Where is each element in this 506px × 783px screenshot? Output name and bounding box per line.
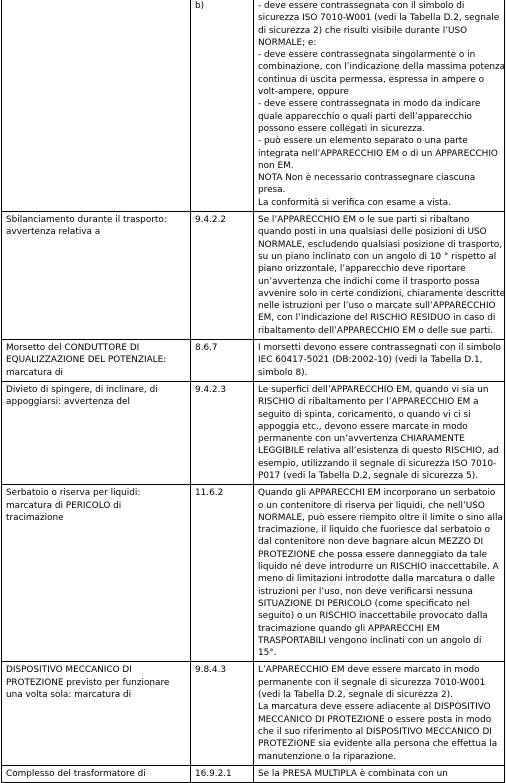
- requirement-text-line: MECCANICO DI PROTEZIONE o essere posta in modo: [258, 714, 492, 725]
- requirement-text-line: un’avvertenza che indichi come il trasporto possa: [258, 276, 480, 287]
- requirement-text-line: L’APPARECCHIO EM deve essere marcato in modo: [258, 665, 480, 676]
- requirement-text-line: LEGGIBILE relativa all’esistenza di questo RISCHIO, ad: [258, 446, 499, 457]
- clause-reference: 16.9.2.1: [195, 768, 232, 779]
- row-reference-cell: [191, 381, 254, 484]
- table-row: [2, 381, 505, 484]
- requirement-text-line: - può essere un elemento separato o una parte: [258, 136, 468, 147]
- requirement-text-line: tracimazione quando gli APPARECCHI EM: [258, 623, 440, 634]
- requirement-text-line: - deve essere contrassegnata singolarmente o in: [258, 50, 476, 61]
- requirement-text-line: I morsetti devono essere contrassegnati con il simbolo: [258, 343, 501, 354]
- requirement-text-line: PROTEZIONE che possa essere danneggiato da tale: [258, 549, 487, 560]
- row-label-cell: [2, 485, 191, 662]
- requirement-text-line: NORMALE, può essere riempito oltre il limite o sino alla: [258, 512, 503, 523]
- requirement-text-line: esempio, utilizzando il segnale di sicurezza ISO 7010-: [258, 458, 497, 469]
- table-row: [2, 765, 505, 782]
- row-label-line: avvertenza relativa a: [6, 227, 101, 238]
- requirement-text-line: quale apparecchio o quali parti dell’apparecchio: [258, 111, 472, 122]
- row-label-cell: [2, 340, 191, 382]
- requirement-text-line: avvenire solo in certe condizioni, chiaramente descritte: [258, 288, 506, 299]
- requirements-table: [1, 0, 505, 783]
- requirement-text-line: che il suo riferimento al DISPOSITIVO MECCANICO DI: [258, 726, 492, 737]
- requirement-text-line: Le superfici dell’APPARECCHIO EM, quando vi sia un: [258, 384, 489, 395]
- table-row: [2, 340, 505, 382]
- row-label-cell: [2, 0, 191, 212]
- table-row: [2, 212, 505, 340]
- requirement-text-line: di sicurezza 2) che risulti visibile durante l’USO: [258, 25, 468, 36]
- row-reference-cell: [191, 340, 254, 382]
- requirement-text-line: meno di limitazioni introdotte dalla marcatura o dalle: [258, 574, 495, 585]
- row-requirement-cell: [254, 340, 505, 382]
- requirement-text-line: La conformità si verifica con esame a vista.: [258, 197, 452, 208]
- requirement-text-line: integrata nell’APPARECCHIO EM o di un APPARECCHIO: [258, 148, 498, 159]
- row-label-line: Divieto di spingere, di inclinare, di: [6, 384, 158, 395]
- row-requirement-cell: [254, 662, 505, 765]
- row-reference-cell: [191, 212, 254, 340]
- requirement-text-line: P017 (vedi la Tabella D.2, segnale di sicurezza 5).: [258, 470, 479, 481]
- requirement-text-line: manutenzione o la riparazione.: [258, 751, 397, 762]
- requirement-text-line: NORMALE; e:: [258, 37, 317, 48]
- row-label-line: Complesso del trasformatore di: [6, 768, 146, 779]
- requirement-text-line: permanente con un’avvertenza CHIARAMENTE: [258, 434, 465, 445]
- requirement-text-line: IEC 60417-5021 (DB:2002-10) (vedi la Tabella D.1,: [258, 355, 483, 366]
- requirement-text-line: simbolo 8).: [258, 367, 308, 378]
- row-label-line: PROTEZIONE previsto per funzionare: [6, 677, 170, 688]
- requirement-text-line: permanente con il segnale di sicurezza 7010-W001: [258, 677, 486, 688]
- clause-reference: b): [195, 1, 205, 11]
- requirement-text-line: su un piano inclinato con un angolo di 10 ° rispetto al: [258, 251, 497, 262]
- requirement-text-line: Se l’APPARECCHIO EM o le sue parti si ribaltano: [258, 215, 470, 226]
- requirement-text-line: tracimazione, il liquido che fuoriesce dal serbatoio o: [258, 525, 491, 536]
- requirement-text-line: liquido né deve introdurre un RISCHIO inaccettabile. A: [258, 562, 499, 573]
- clause-reference: 9.8.4.3: [195, 665, 227, 676]
- requirement-text-line: (vedi la Tabella D.2, segnale di sicurezza 2).: [258, 690, 453, 701]
- row-reference-cell: [191, 0, 254, 212]
- row-label-line: Sbilanciamento durante il trasporto:: [6, 215, 167, 226]
- row-label-line: una volta sola: marcatura di: [6, 690, 132, 701]
- row-label-cell: [2, 662, 191, 765]
- row-reference-cell: [191, 765, 254, 782]
- requirement-text-line: nelle istruzioni per l’uso o marcate sull’APPARECCHIO: [258, 301, 496, 312]
- clause-reference: 8.6.7: [195, 343, 218, 354]
- requirement-text-line: possono essere collegati in sicurezza.: [258, 123, 426, 134]
- row-label-line: Serbatoio o riserva per liquidi:: [6, 488, 141, 499]
- requirement-text-line: combinazione, con l’indicazione della massima potenza: [258, 62, 506, 73]
- requirement-text-line: istruzioni per l’uso, non deve verificarsi nessuna: [258, 586, 473, 597]
- requirement-text-line: Se la PRESA MULTIPLA è combinata con un: [258, 768, 448, 779]
- requirement-text-line: RISCHIO di ribaltamento per l’APPARECCHIO EM a: [258, 397, 479, 408]
- row-label-line: marcatura di PERICOLO di: [6, 500, 122, 511]
- requirement-text-line: NORMALE, escludendo qualsiasi posizione di trasporto,: [258, 239, 503, 250]
- requirement-text-line: ribaltamento dell’APPARECCHIO EM o delle sue parti.: [258, 325, 494, 336]
- requirement-text-line: appoggia etc., devono essere marcate in modo: [258, 421, 468, 432]
- row-label-line: appoggiarsi: avvertenza del: [6, 397, 130, 408]
- requirement-text-line: seguito) o un RISCHIO inaccettabile provocato dalla: [258, 611, 488, 622]
- requirement-text-line: NOTA Non è necessario contrassegnare ciascuna: [258, 173, 476, 184]
- requirement-text-line: volt-ampere, oppure: [258, 87, 349, 98]
- requirement-text-line: TRASPORTABILI vengono inclinati con un angolo di: [258, 635, 482, 646]
- row-requirement-cell: [254, 212, 505, 340]
- requirement-text-line: PROTEZIONE sia evidente alla persona che effettua la: [258, 739, 498, 750]
- row-reference-cell: [191, 485, 254, 662]
- requirement-text-line: EM, con l’indicazione del RISCHIO RESIDUO in caso di: [258, 313, 496, 324]
- requirement-text-line: dal contenitore non deve bagnare alcun MEZZO DI: [258, 537, 484, 548]
- requirement-text-line: Quando gli APPARECCHI EM incorporano un serbatoio: [258, 488, 496, 499]
- requirement-text-line: piano orizzontale, l’apparecchio deve riportare: [258, 264, 466, 275]
- row-requirement-cell: [254, 381, 505, 484]
- row-label-line: DISPOSITIVO MECCANICO DI: [6, 665, 132, 676]
- row-label-line: marcatura di: [6, 367, 63, 378]
- requirement-text-line: seguito di spinta, coricamento, o quando vi ci si: [258, 409, 471, 420]
- row-label-line: EQUALIZZAZIONE DEL POTENZIALE:: [6, 355, 167, 366]
- row-label-cell: [2, 765, 191, 782]
- requirement-text-line: 15°.: [258, 648, 277, 659]
- clause-reference: 9.4.2.2: [195, 215, 227, 226]
- table-body: [2, 0, 505, 783]
- table-row: [2, 485, 505, 662]
- clause-reference: 9.4.2.3: [195, 384, 227, 395]
- row-requirement-cell: [254, 485, 505, 662]
- table-row: [2, 662, 505, 765]
- row-reference-cell: [191, 662, 254, 765]
- row-label-line: tracimazione: [6, 512, 64, 523]
- table-row: [2, 0, 505, 212]
- requirement-text-line: SITUAZIONE DI PERICOLO (come specificato nel: [258, 598, 470, 609]
- requirement-text-line: continua di uscita permessa, espressa in ampere o: [258, 74, 485, 85]
- requirement-text-line: - deve essere contrassegnata con il simbolo di: [258, 1, 465, 11]
- requirement-text-line: o un contenitore di riserva per liquidi, che nell’USO: [258, 500, 485, 511]
- requirement-text-line: sicurezza ISO 7010-W001 (vedi la Tabella D.2, segnale: [258, 13, 500, 24]
- requirement-text-line: - deve essere contrassegnata in modo da indicare: [258, 99, 481, 110]
- requirement-text-line: non EM.: [258, 160, 294, 171]
- requirement-text-line: La marcatura deve essere adiacente al DISPOSITIVO: [258, 702, 491, 713]
- requirement-text-line: presa.: [258, 185, 286, 196]
- requirement-text-line: quando posti in una qualsiasi delle posizioni di USO: [258, 227, 487, 238]
- row-requirement-cell: [254, 0, 505, 212]
- row-label-cell: [2, 381, 191, 484]
- row-label-line: Morsetto del CONDUTTORE DI: [6, 343, 140, 354]
- row-label-cell: [2, 212, 191, 340]
- clause-reference: 11.6.2: [195, 488, 224, 499]
- row-requirement-cell: [254, 765, 505, 782]
